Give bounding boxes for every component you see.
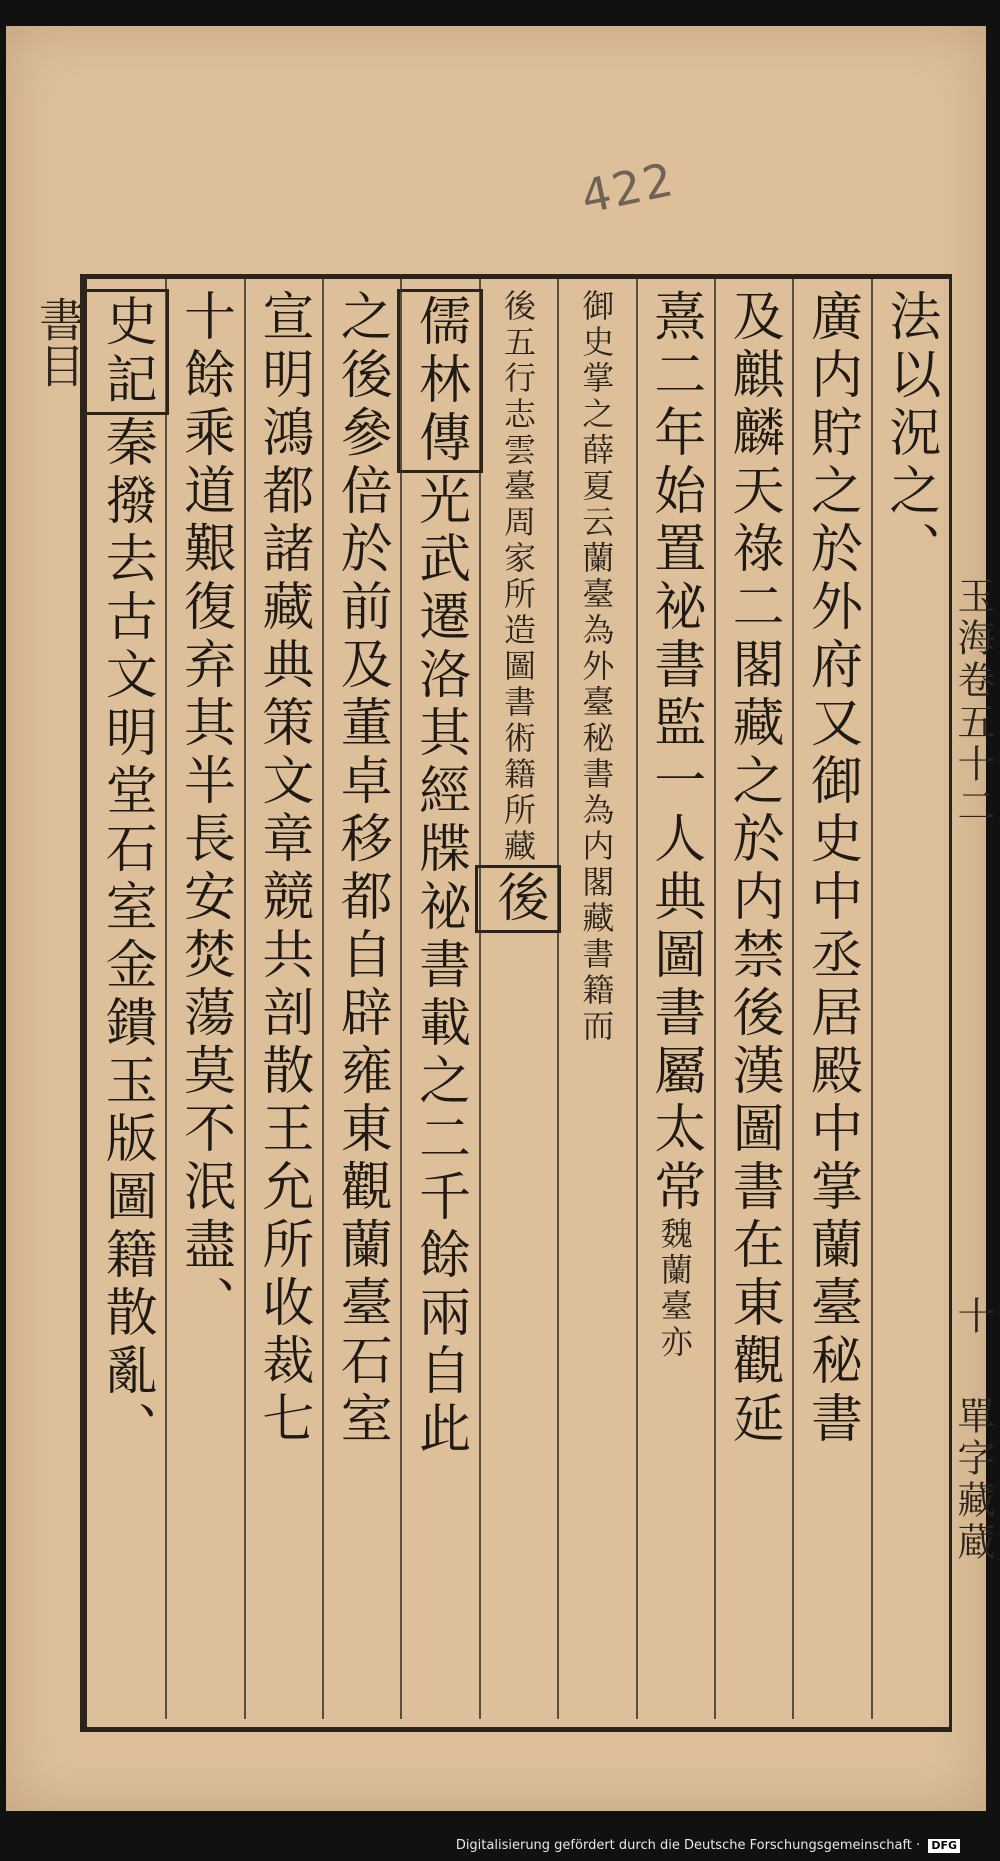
footer-text: Digitalisierung gefördert durch die Deutsche Forschungsgemeinschaft · [455,1838,921,1853]
source-citation: 史記 [83,289,169,415]
text-column [871,289,949,1709]
text-column [87,289,165,1709]
right-margin [946,276,995,1716]
margin-page: 十 [951,1296,995,1338]
text-column [400,289,478,1709]
main-text: 宣明鴻都諸藏典策文章競共剖散王允所收裁七 [252,289,313,1449]
text-column [479,289,557,1709]
text-column [714,289,792,1709]
text-column [636,289,714,1709]
main-text: 之後參倍於前及董卓移都自辟雍東觀蘭臺石室 [331,289,392,1449]
main-text: 十餘乘道艱復弃其半長安焚蕩莫不泯盡、 [174,289,235,1333]
dfg-logo: DFG [928,1839,960,1853]
book-page [6,26,995,1811]
margin-publisher: 單字藏蔵 [951,1396,995,1564]
text-column [322,289,400,1709]
text-column [557,289,635,1709]
main-text: 法以況之、 [879,289,940,579]
main-text: 光武遷洛其經牒祕書載之二千餘兩自此 [409,473,470,1459]
margin-title: 玉海卷五十二 [951,576,995,828]
text-column [792,289,870,1709]
annotation-text: 後五行志雲臺周家所造圖書術籍所藏 [498,289,537,865]
main-text: 熹二年始置祕書監一人典圖書屬太常 [644,289,705,1217]
column-rule [557,279,559,1719]
digitization-footer [0,1830,1000,1861]
handwritten-page-number: 422 [576,151,680,225]
text-column [165,289,243,1709]
left-tab-label: 書目 [32,296,86,388]
source-citation: 儒林傳 [397,289,483,473]
annotation-text: 藏書籍而 [577,901,616,1045]
annotation-text: 薛夏云蘭臺為外臺秘書為内閣 [577,433,616,901]
annotation-text: 御史掌之 [577,289,616,433]
column-rule [636,279,638,1719]
text-column [244,289,322,1709]
main-text: 及麒麟天祿二閣藏之於内禁後漢圖書在東觀延 [723,289,784,1449]
source-citation: 後 [475,865,561,933]
annotation-text: 魏蘭臺亦 [655,1217,694,1361]
text-frame [80,274,952,1732]
main-text: 秦撥去古文明堂石室金鐀玉版圖籍散亂、 [96,415,157,1459]
main-text: 廣内貯之於外府又御史中丞居殿中掌蘭臺秘書 [801,289,862,1449]
